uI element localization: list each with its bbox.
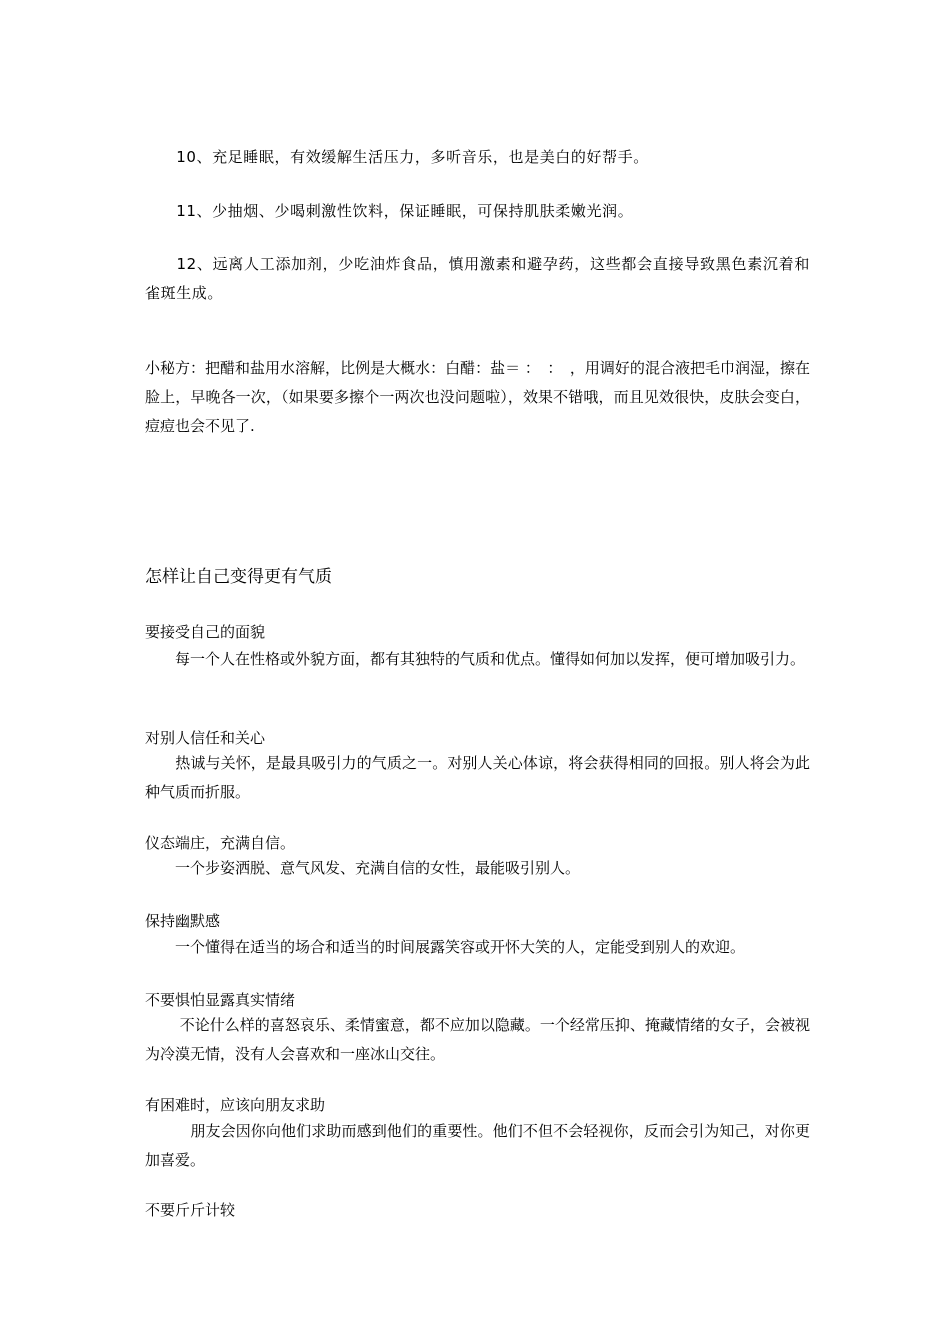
subheading-ask-friends: 有困难时，应该向朋友求助 — [145, 1096, 326, 1114]
subheading-trust-and-care: 对别人信任和关心 — [145, 729, 266, 747]
subheading-posture: 仪态端庄，充满自信。 — [145, 834, 296, 852]
body-trust-and-care: 热诚与关怀，是最具吸引力的气质之一。对别人关心体谅，将会获得相同的回报。别人将会为此种气质而折服。 — [145, 754, 810, 801]
body-accept-appearance: 每一个人在性格或外貌方面，都有其独特的气质和优点。懂得如何加以发挥，便可增加吸引力。 — [145, 650, 806, 668]
body-humor: 一个懂得在适当的场合和适当的时间展露笑容或开怀大笑的人，定能受到别人的欢迎。 — [145, 938, 746, 956]
body-posture: 一个步姿洒脱、意气风发、充满自信的女性，最能吸引别人。 — [145, 859, 581, 877]
tip-10: 10、充足睡眠，有效缓解生活压力，多听音乐，也是美白的好帮手。 — [145, 148, 649, 166]
subheading-accept-appearance: 要接受自己的面貌 — [145, 623, 266, 641]
subheading-not-petty: 不要斤斤计较 — [145, 1201, 236, 1219]
tip-12: 12、远离人工添加剂，少吃油炸食品，慎用激素和避孕药，这些都会直接导致黑色素沉着和雀斑生成。 — [145, 255, 810, 302]
tip-11: 11、少抽烟、少喝刺激性饮料，保证睡眠，可保持肌肤柔嫩光润。 — [145, 202, 634, 220]
section-heading: 怎样让自己变得更有气质 — [145, 567, 332, 587]
subheading-humor: 保持幽默感 — [145, 912, 221, 930]
subheading-true-emotions: 不要惧怕显露真实情绪 — [145, 991, 296, 1009]
body-true-emotions: 不论什么样的喜怒哀乐、柔情蜜意，都不应加以隐藏。一个经常压抑、掩藏情绪的女子，会被视为冷漠无情，没有人会喜欢和一座冰山交往。 — [145, 1016, 810, 1063]
secret-recipe-paragraph: 小秘方：把醋和盐用水溶解，比例是大概水：白醋：盐＝ ： ： ，用调好的混合液把毛巾润湿，擦在脸上，早晚各一次，（如果要多擦个一两次也没问题啦），效果不错哦，而且见效很快，皮肤会变白，痘痘也会不见了. — [145, 359, 810, 435]
body-ask-friends: 朋友会因你向他们求助而感到他们的重要性。他们不但不会轻视你，反而会引为知己，对你更加喜爱。 — [145, 1122, 810, 1169]
